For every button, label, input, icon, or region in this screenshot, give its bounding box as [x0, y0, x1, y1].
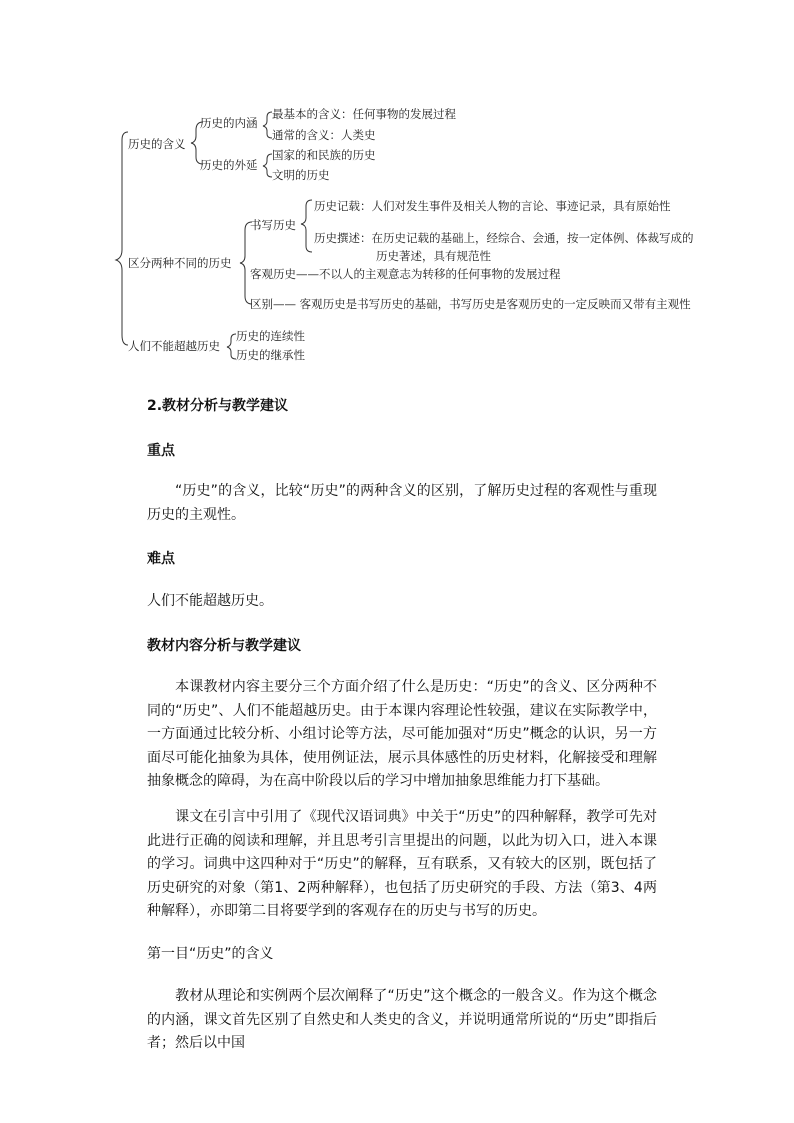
- diagram-zhuanshu-line2: 历史著述，具有规范性: [376, 249, 491, 263]
- difficulty-text: 人们不能超越历史。: [147, 593, 273, 609]
- concept-diagram: [0, 0, 794, 380]
- key-points-body: “历史”的含义，比较“历史”的两种含义的区别，了解历史过程的客观性与重现历史的主观性。: [147, 483, 657, 523]
- diagram-shuxie: 书写历史: [250, 218, 296, 232]
- diagram-keguan: 客观历史——不以人的主观意志为转移的任何事物的发展过程: [250, 267, 561, 281]
- brace-shuxie: [301, 200, 312, 252]
- diagram-waiyan-civilization: 文明的历史: [272, 168, 330, 182]
- diagram-neihan-usual: 通常的含义：人类史: [272, 128, 376, 142]
- section-heading: 2.教材分析与教学建议: [147, 398, 289, 414]
- diagram-jicheng: 历史的继承性: [236, 348, 305, 362]
- diagram-zhuanshu-line1: 历史撰述：在历史记载的基础上，经综合、会通，按一定体例、体裁写成的: [314, 231, 694, 245]
- diagram-root-qufen: 区分两种不同的历史: [128, 256, 232, 270]
- paragraph-3-body: 教材从理论和实例两个层次阐释了“历史”这个概念的一般含义。作为这个概念的内涵，课文首先区别了自然史和人类史的含义，并说明通常所说的“历史”即指后者；然后以中国: [147, 988, 657, 1051]
- key-points-heading: 重点: [147, 443, 175, 459]
- diagram-qubie: 区别—— 客观历史是书写历史的基础，书写历史是客观历史的一定反映而又带有主观性: [250, 297, 691, 311]
- diagram-root-chaoyue: 人们不能超越历史: [128, 339, 220, 353]
- root-brace: [116, 132, 128, 345]
- diagram-neihan: 历史的内涵: [200, 116, 258, 130]
- brace-neihan: [263, 112, 272, 138]
- material-analysis-heading: 教材内容分析与教学建议: [147, 638, 301, 654]
- diagram-jilu: 历史记载：人们对发生事件及相关人物的言论、事迹记录，具有原始性: [314, 199, 671, 213]
- paragraph-2-body: 课文在引言中引用了《现代汉语词典》中关于“历史”的四种解释，教学可先对此进行正确的阅读和理解，并且思考引言里提出的问题，以此为切入口，进入本课的学习。词典中这四种对于“历史”的解释，互有联系，又有较大的区别，既包括了历史研究的对象（第1、2两种解释），也包括了历史研究的手段、方法（第3、4两种解释），亦即第二目将要学到的客观存在的历史与书写的历史。: [147, 809, 657, 919]
- diagram-root-hanyi: 历史的含义: [128, 137, 186, 151]
- diagram-lianxu: 历史的连续性: [236, 329, 305, 343]
- diagram-waiyan-nation: 国家的和民族的历史: [272, 148, 376, 162]
- key-points-text: [147, 480, 657, 527]
- difficulty-heading: 难点: [147, 551, 175, 567]
- diagram-neihan-basic: 最基本的含义：任何事物的发展过程: [272, 107, 456, 121]
- brace-chaoyue: [227, 334, 236, 359]
- diagram-waiyan: 历史的外延: [200, 158, 258, 172]
- brace-waiyan: [263, 154, 272, 177]
- paragraph-3: [147, 985, 657, 1056]
- paragraph-2: [147, 806, 657, 924]
- paragraph-1-body: 本课教材内容主要分三个方面介绍了什么是历史：“历史”的含义、区分两种不同的“历史”、人们不能超越历史。由于本课内容理论性较强，建议在实际教学中，一方面通过比较分析、小组讨论等方法，尽可能加强对“历史”概念的认识，另一方面尽可能化抽象为具体，使用例证法，展示具体感性的历史材料，化解接受和理解抽象概念的障碍，为在高中阶段以后的学习中增加抽象思维能力打下基础。: [147, 679, 657, 789]
- brace-qufen: [240, 222, 252, 304]
- paragraph-1: [147, 676, 657, 794]
- subsection-1-title: 第一目“历史”的含义: [147, 946, 274, 962]
- diagram-brackets: [0, 0, 794, 380]
